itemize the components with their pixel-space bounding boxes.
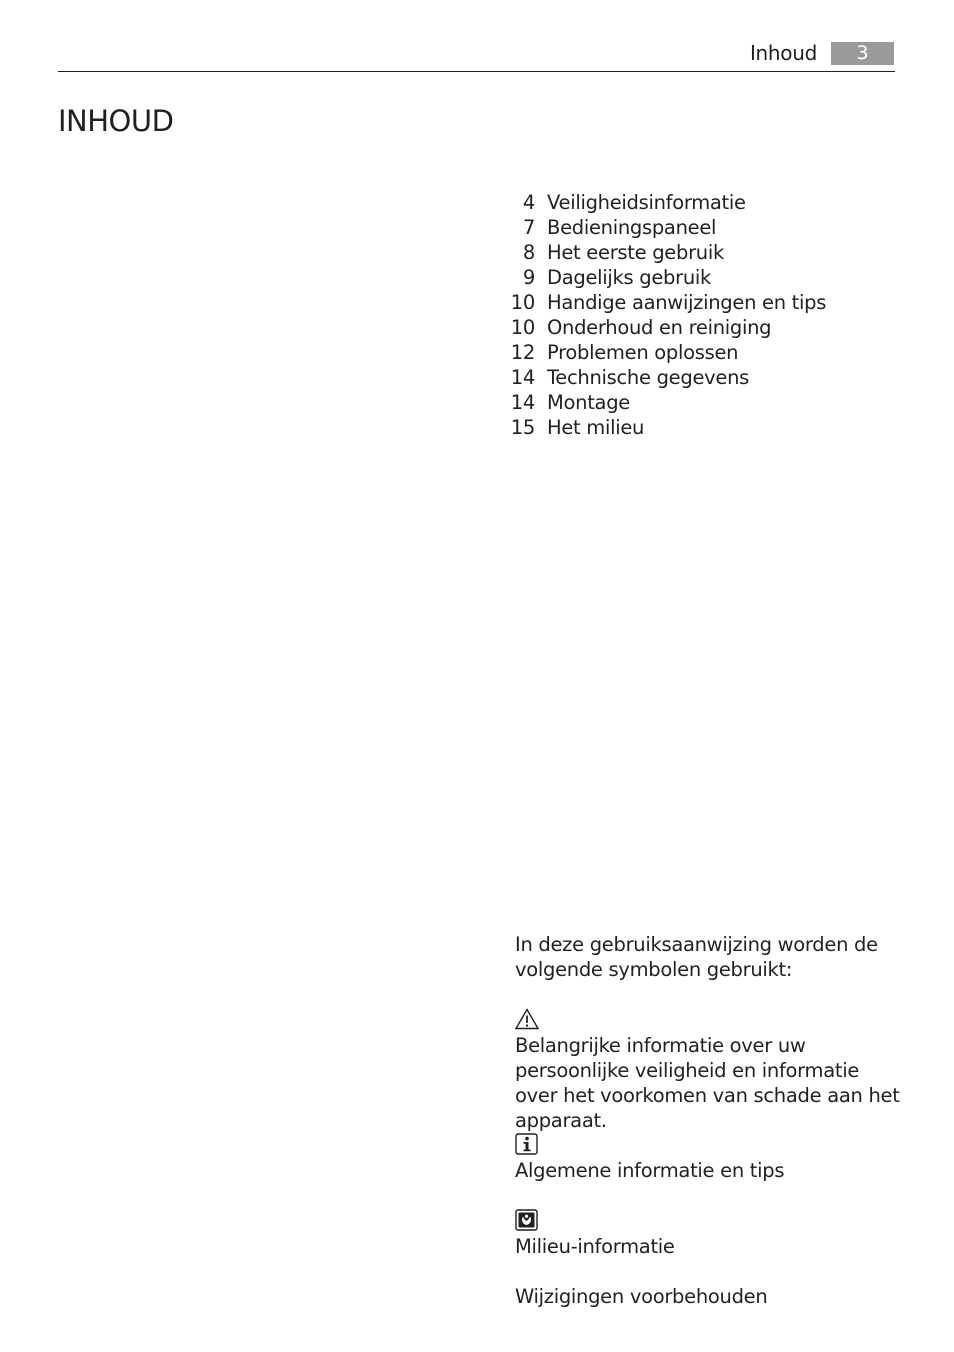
symbol-text: Belangrijke informatie over uw persoonlijke veiligheid en informatie over het voorkomen van schade aan het apparaat. — [515, 1034, 900, 1132]
toc-entry[interactable] — [505, 340, 905, 365]
running-head-section: Inhoud — [749, 41, 817, 65]
running-head — [0, 40, 954, 66]
symbol-text: Algemene informatie en tips — [515, 1159, 785, 1182]
toc-entry[interactable] — [505, 290, 905, 315]
toc-entry[interactable] — [505, 190, 905, 215]
toc-entry[interactable] — [505, 390, 905, 415]
toc-title: Technische gegevens — [547, 366, 749, 389]
page-number: 3 — [831, 42, 894, 65]
toc-title: Het milieu — [547, 416, 645, 439]
toc-page-number: 8 — [522, 241, 535, 264]
toc-title: Handige aanwijzingen en tips — [547, 291, 827, 314]
toc-page-number: 10 — [510, 316, 535, 339]
toc-page-number: 9 — [522, 266, 535, 289]
warning-triangle-icon — [515, 1008, 539, 1030]
toc-entry[interactable] — [505, 265, 905, 290]
symbol-text: Milieu-informatie — [515, 1235, 675, 1258]
toc-page-number: 14 — [510, 391, 535, 414]
toc-title: Veiligheidsinformatie — [547, 191, 746, 214]
page-title: INHOUD — [58, 104, 174, 138]
toc-entry[interactable] — [505, 215, 905, 240]
toc-entry[interactable] — [505, 415, 905, 440]
toc-title: Het eerste gebruik — [547, 241, 724, 264]
toc-title: Onderhoud en reiniging — [547, 316, 772, 339]
symbol-info — [515, 1133, 905, 1183]
header-rule — [58, 71, 895, 72]
toc-page-number: 14 — [510, 366, 535, 389]
environment-icon — [515, 1209, 539, 1231]
symbol-environment — [515, 1209, 905, 1259]
toc-entry[interactable] — [505, 315, 905, 340]
disclaimer: Wijzigingen voorbehouden — [515, 1285, 768, 1308]
toc-title: Montage — [547, 391, 630, 414]
symbols-intro: In deze gebruiksaanwijzing worden de volgende symbolen gebruikt: — [515, 933, 878, 981]
table-of-contents — [505, 190, 905, 440]
symbol-warning — [515, 1008, 905, 1133]
toc-page-number: 12 — [510, 341, 535, 364]
toc-page-number: 4 — [522, 191, 535, 214]
toc-page-number: 10 — [510, 291, 535, 314]
toc-page-number: 15 — [510, 416, 535, 439]
toc-title: Dagelijks gebruik — [547, 266, 711, 289]
toc-entry[interactable] — [505, 240, 905, 265]
toc-entry[interactable] — [505, 365, 905, 390]
toc-title: Bedieningspaneel — [547, 216, 717, 239]
toc-title: Problemen oplossen — [547, 341, 739, 364]
info-icon — [515, 1133, 539, 1155]
toc-page-number: 7 — [522, 216, 535, 239]
